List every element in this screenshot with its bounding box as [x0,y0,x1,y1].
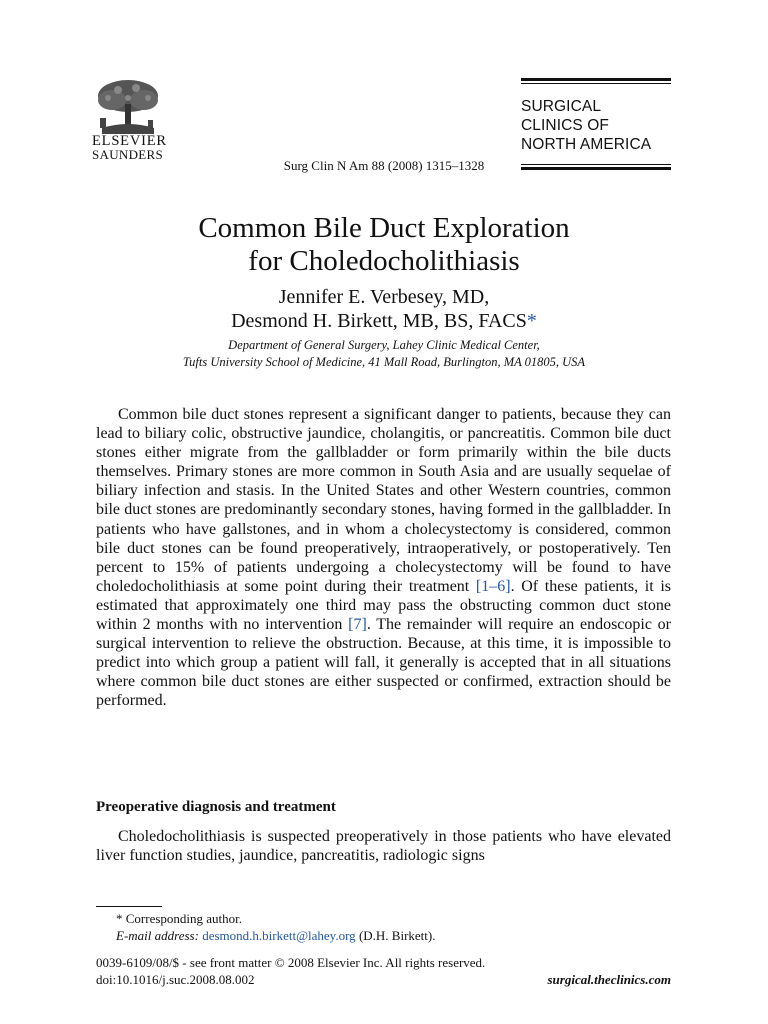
author-affiliation [0,337,768,371]
publisher-imprint: SAUNDERS [92,147,164,162]
article-authors [0,285,768,333]
article-title [0,212,768,278]
journal-rule-bottom-thin [521,164,671,165]
journal-citation: Surg Clin N Am 88 (2008) 1315–1328 [283,158,485,173]
email-link[interactable]: desmond.h.birkett@lahey.org [202,928,356,943]
email-owner: (D.H. Birkett). [358,928,436,943]
author-line: Jennifer E. Verbesey, MD, [278,286,490,308]
journal-title-block [521,78,671,170]
affiliation-line: Department of General Surgery, Lahey Clinic Medical Center, [228,338,540,352]
body-text: . The remainder will require an endoscopic or surgical intervention to relieve the obstruction. Because, at this time, it is impossible to predict into which group a patient will fall, it generally is accepted that in all situations where common bile duct stones are either suspected or confirmed, extraction should be performed. [96,616,671,710]
footnote [96,910,435,944]
email-label: E-mail address: [116,928,199,943]
journal-rule-bottom-thick [521,167,671,170]
section-heading: Preoperative diagnosis and treatment [96,799,336,815]
reference-link[interactable]: [1–6] [475,577,511,595]
journal-title-line: NORTH AMERICA [521,136,652,153]
article-title-line: Common Bile Duct Exploration [198,212,570,244]
publisher-logo [92,78,172,162]
section-paragraph [96,827,671,865]
body-text: Choledocholithiasis is suspected preoperatively in those patients who have elevated liver function studies, jaundice, pancreatitis, radiologic signs [96,828,671,865]
corresponding-author-marker[interactable]: * [526,310,537,332]
intro-paragraph [96,405,671,711]
issn-line: 0039-6109/08/$ - see front matter © 2008 Elsevier Inc. All rights reserved. [96,955,486,970]
article-title-line: for Choledocholithiasis [248,245,520,277]
publisher-name: ELSEVIER [92,133,167,149]
doi-line: doi:10.1016/j.suc.2008.08.002 [96,972,255,987]
copyright-footer [96,954,671,988]
author-name: Desmond H. Birkett, MB, BS, FACS [231,310,527,332]
body-text: Common bile duct stones represent a significant danger to patients, because they can lead to biliary colic, obstructive jaundice, cholangitis, or pancreatitis. Common bile duct stones either migrate from the gallbladder or form primarily within the bile ducts themselves. Primary stones are more common in South Asia and are usually sequelae of biliary infection and stasis. In the United States and other Western countries, common bile duct stones are predominantly secondary stones, having formed in the gallbladder. In patients who have gallstones, and in whom a cholecystectomy is considered, common bile duct stones can be found preoperatively, intraoperatively, or postoperatively. Ten percent to 15% of patients undergoing a cholecystectomy will be found to have choledocholithiasis at some point during their treatment [96,406,671,595]
journal-rule-top-thick [521,78,671,81]
journal-title-line: SURGICAL [521,98,602,115]
journal-website[interactable]: surgical.theclinics.com [547,972,671,987]
elsevier-tree-logo-icon [92,78,172,134]
reference-link[interactable]: [7] [348,616,367,634]
journal-title-line: CLINICS OF [521,117,609,134]
email-line [96,927,435,944]
affiliation-line: Tufts University School of Medicine, 41 Mall Road, Burlington, MA 01805, USA [182,355,586,369]
body-text: . Of these patients, it is estimated that approximately one third may pass the obstructing common duct stone within 2 months with no intervention [96,577,671,634]
author-line [0,309,768,333]
footnote-divider [96,906,162,907]
corresponding-author-note: * Corresponding author. [116,911,243,926]
